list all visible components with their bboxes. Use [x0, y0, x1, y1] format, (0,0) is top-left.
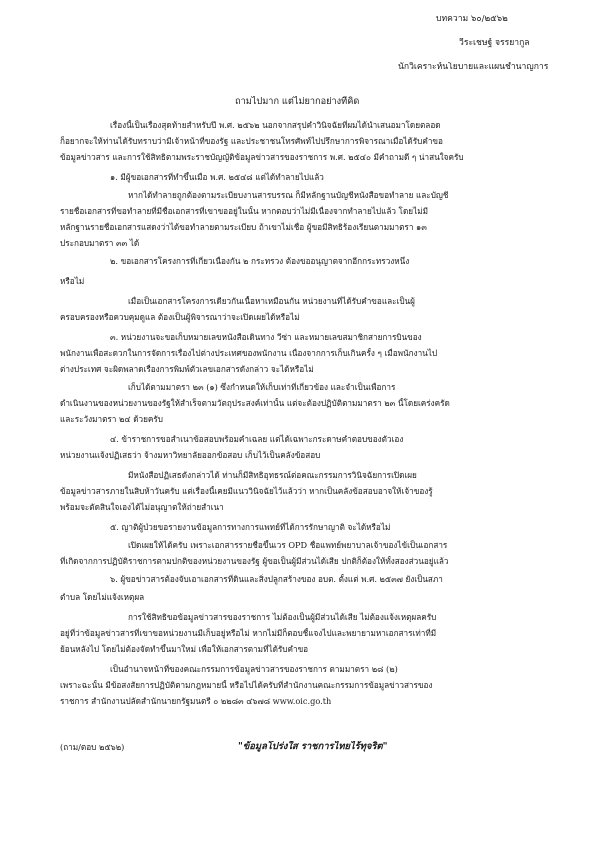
body-line: ข้อมูลข่าวสารภายในสิบห้าวันครับ แต่เรื่องนี้เคยมีแนววินิจฉัยไว้แล้วว่า หากเป็นคลังข้อสอบอาจให้เจ้าของรู้: [60, 486, 433, 496]
body-line: และระวังมาตรา ๒๔ ด้วยครับ: [60, 414, 163, 424]
body-line: ๔. ข้าราชการขอสำเนาข้อสอบพร้อมคำเฉลย แต่ได้เฉพาะกระดาษคำตอบของตัวเอง: [110, 434, 404, 444]
body-line: การใช้สิทธิขอข้อมูลข่าวสารของราชการ ไม่ต้องเป็นผู้มีส่วนได้เสีย ไม่ต้องแจ้งเหตุผลครับ: [128, 612, 437, 622]
footer-slogan: "ข้อมูลโปร่งใส ราชการไทยไร้ทุจริต": [238, 741, 388, 752]
body-line: พร้อมจะตัดสินใจเองได้ไม่อนุญาตให้ถ่ายสำเนา: [60, 502, 224, 512]
footer-reference: (ถาม/ตอบ ๒๕๖๒): [60, 742, 125, 752]
body-line: รายชื่อเอกสารที่ขอทำลายที่มีชื่อเอกสารที่เขาขออยู่ในนั้น หากตอบว่าไม่มีเนื่องจากทำลายไปแล้ว โดยไม่มี: [60, 206, 428, 216]
body-line: ๓. หน่วยงานจะขอเก็บหมายเลขหนังสือเดินทาง วีซ่า และหมายเลขสมาชิกสายการบินของ: [110, 332, 422, 342]
body-line: ต่างประเทศ จะผิดพลาดเรื่องการพิมพ์ตัวเลขเอกสารดังกล่าว จะได้หรือไม่: [60, 364, 314, 374]
body-line: เก็บได้ตามมาตรา ๒๓ (๑) ซึ่งกำหนดให้เก็บเท่าที่เกี่ยวข้อง และจำเป็นเพื่อการ: [128, 382, 396, 392]
body-line: ข้อมูลข่าวสาร และการใช้สิทธิตามพระราชบัญญัติข้อมูลข่าวสารของราชการ พ.ศ. ๒๕๔๐ มีคำถามดี ๆ น่าสนใจครับ: [60, 152, 464, 162]
body-line: เป็นอำนาจหน้าที่ของคณะกรรมการข้อมูลข่าวสารของราชการ ตามมาตรา ๒๘ (๒): [110, 664, 398, 674]
author-position: นักวิเคราะห์นโยบายและแผนชำนาญการ: [398, 62, 549, 72]
body-line: หรือไม่: [60, 276, 85, 286]
body-line: อยู่ที่ว่าข้อมูลข่าวสารที่เขาขอหน่วยงานมีเก็บอยู่หรือไม่ หากไม่มีก็ตอบชี้แจงไปและพยายามหาเอกสารเท่าที่มี: [60, 628, 437, 638]
body-line: หลักฐานรายชื่อเอกสารแสดงว่าได้ขอทำลายตามระเบียบ ถ้าเขาไม่เชื่อ ผู้ขอมีสิทธิร้องเรียนตามมาตรา ๑๓: [60, 222, 427, 232]
body-line: ตำบล โดยไม่แจ้งเหตุผล: [60, 592, 145, 602]
body-line: หน่วยงานแจ้งปฏิเสธว่า จ้างมหาวิทยาลัยออกข้อสอบ เก็บไว้เป็นคลังข้อสอบ: [60, 450, 321, 460]
body-line: ๑. มีผู้ขอเอกสารที่ทำขึ้นเมื่อ พ.ศ. ๒๕๔๘ แต่ได้ทำลายไปแล้ว: [110, 172, 324, 182]
body-line: ดำเนินงานของหน่วยงานของรัฐให้สำเร็จตามวัตถุประสงค์เท่านั้น แต่จะต้องปฏิบัติตามมาตรา ๒๓ นี้โดยเคร่งครัด: [60, 398, 450, 408]
body-line: มีหนังสือปฏิเสธดังกล่าวได้ ท่านก็มีสิทธิอุทธรณ์ต่อคณะกรรมการวินิจฉัยการเปิดเผย: [128, 470, 417, 480]
body-line: เปิดเผยให้ได้ครับ เพราะเอกสารรายชื่อขึ้นเวร OPD ชื่อแพทย์พยาบาลเจ้าของไข้เป็นเอกสาร: [128, 540, 448, 550]
body-line: เมื่อเป็นเอกสารโครงการเดียวกันเนื้อหาเหมือนกัน หน่วยงานที่ได้รับคำขอและเป็นผู้: [128, 296, 415, 306]
body-line: ที่เกิดจากการปฏิบัติราชการตามปกติของหน่วยงานของรัฐ ผู้ขอเป็นผู้มีส่วนได้เสีย ปกติก็ต้องให้ทั้งสองส่วนอยู่แล้ว: [60, 556, 449, 566]
author-name: วีระเชษฐ์ จรรยากูล: [459, 38, 530, 48]
body-line: ๕. ญาติผู้ป่วยขอรายงานข้อมูลการทางการแพทย์ที่ได้การรักษาญาติ จะได้หรือไม่: [110, 522, 391, 532]
body-line: เรื่องนี้เป็นเรื่องสุดท้ายสำหรับปี พ.ศ. ๒๕๖๒ นอกจากสรุปคำวินิจฉัยที่ผมได้นำเสนอมาโดยตลอด: [110, 120, 441, 130]
body-line: ครอบครองหรือควบคุมดูแล ต้องเป็นผู้พิจารณาว่าจะเปิดเผยได้หรือไม่: [60, 312, 300, 322]
body-line: ๒. ขอเอกสารโครงการที่เกี่ยวเนื่องกัน ๒ กระทรวง ต้องขออนุญาตจากอีกกระทรวงหนึ่ง: [110, 256, 410, 266]
document-title: ถามไปมาก แต่ไม่ยากอย่างที่คิด: [235, 96, 360, 107]
body-line: ราชการ สำนักงานปลัดสำนักนายกรัฐมนตรี ๐ ๒๒๘๓ ๔๖๗๘ www.oic.go.th: [60, 696, 332, 706]
body-line: ๖. ผู้ขอข่าวสารต้องจับเอาเอกสารที่ดินและสิ่งปลูกสร้างของ อบต. ตั้งแต่ พ.ศ. ๒๕๓๗ ยังเป็นสภา: [110, 574, 443, 584]
body-line: หากได้ทำลายถูกต้องตามระเบียบงานสารบรรณ ก็มีหลักฐานบัญชีหนังสือขอทำลาย และบัญชี: [128, 190, 449, 200]
article-number: บทความ ๖๐/๒๕๖๒: [436, 14, 508, 24]
body-line: เพราะฉะนั้น มีข้อสงสัยการปฏิบัติตามกฎหมายนี้ หรือไปได้ครับที่สำนักงานคณะกรรมการข้อมูลข่าวสารของ: [60, 680, 433, 690]
body-line: ย้อนหลังไป โดยไม่ต้องจัดทำขึ้นมาใหม่ เพื่อให้เอกสารตามที่ได้รับคำขอ: [60, 644, 309, 654]
body-line: พนักงานเพื่อสะดวกในการจัดการเรื่องไปต่างประเทศของพนักงาน เนื่องจากการเก็บเกินครั้ง ๆ เมื่อพนักงานไป: [60, 348, 438, 358]
body-line: ประกอบมาตรา ๓๓ ได้: [60, 238, 140, 248]
body-line: ก็อยากจะให้ท่านได้รับทราบว่ามีเจ้าหน้าที่ของรัฐ และประชาชนโทรศัพท์ไปปรึกษาการพิจารณาเมื่อได้รับคำขอ: [60, 136, 443, 146]
